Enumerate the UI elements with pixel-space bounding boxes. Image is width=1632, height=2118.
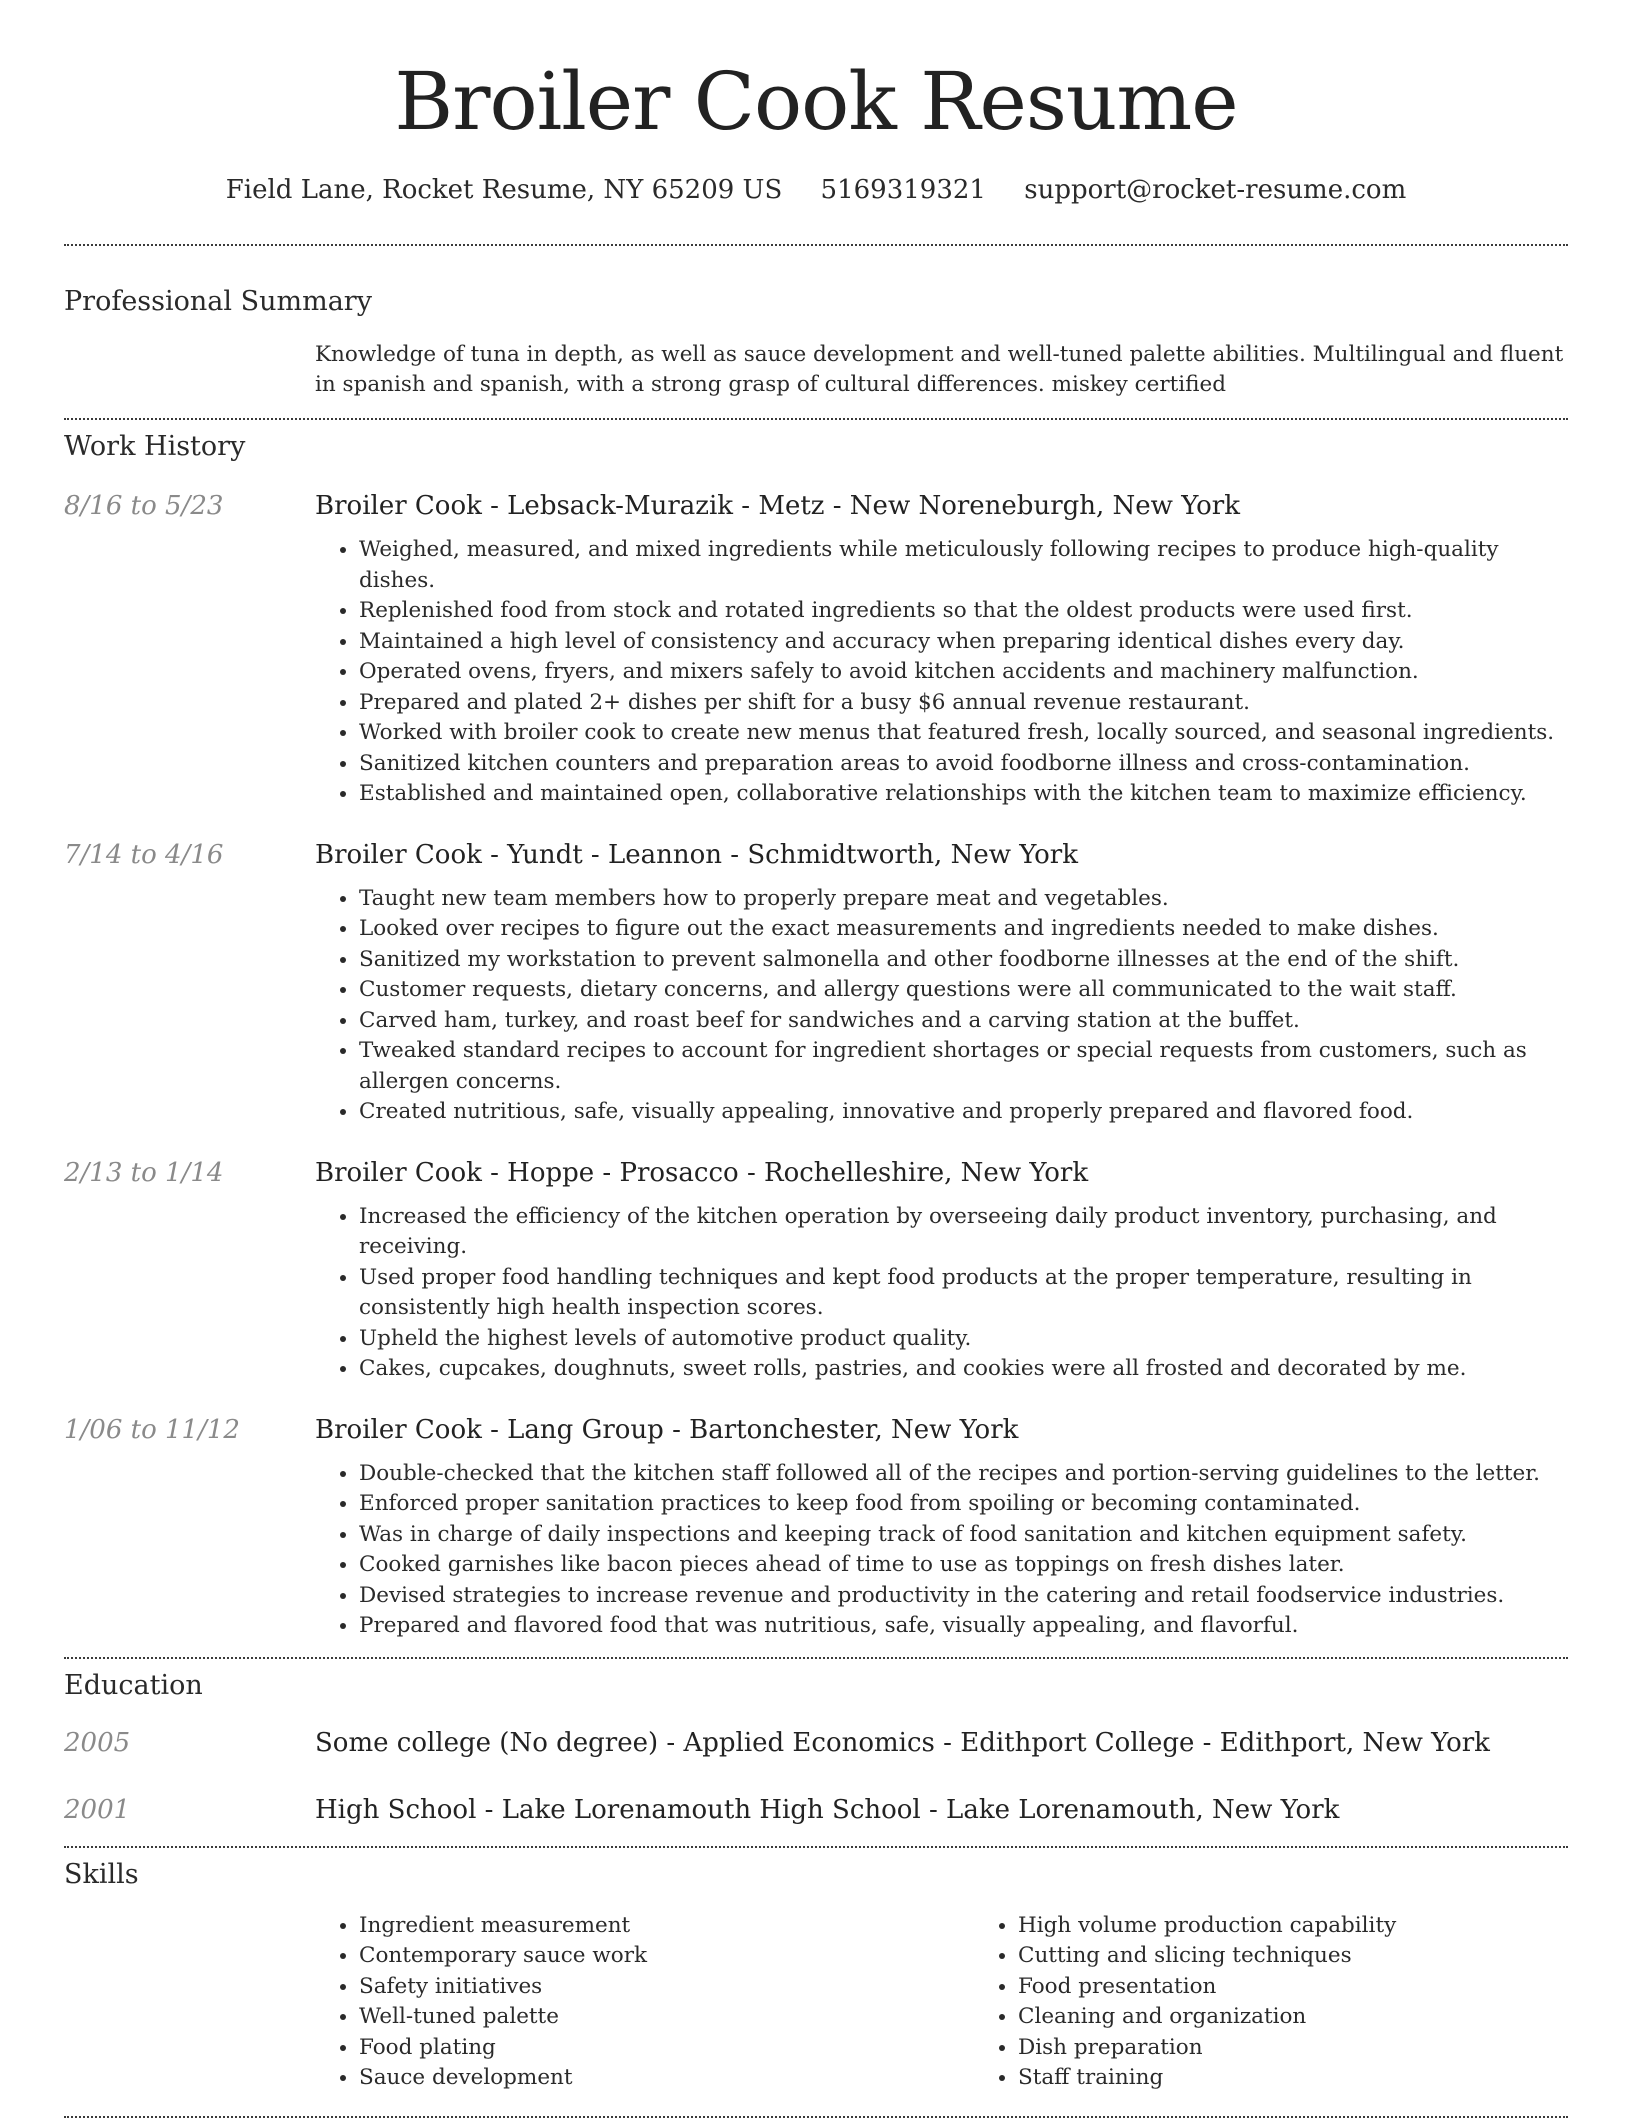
summary-text: Knowledge of tuna in depth, as well as sauce development and well-tuned palette abilities. Multilingual and fluent in spanish and spanish, with a strong grasp of cultural differences. miskey certified	[315, 342, 1564, 397]
skill-item: • Well-tuned palette	[359, 2002, 974, 2033]
skills-columns	[315, 1911, 1632, 2094]
list-item: • Maintained a high level of consistency and accuracy when preparing identical dishes every day.	[359, 627, 1568, 658]
work-history-section	[64, 420, 1568, 1642]
education-text: High School - Lake Lorenamouth High School - Lake Lorenamouth, New York	[315, 1794, 1340, 1825]
list-item: • Looked over recipes to figure out the exact measurements and ingredients needed to make dishes.	[359, 914, 1568, 945]
section-title-work: Work History	[64, 431, 246, 462]
job-bullets	[315, 884, 1568, 1128]
section-title-skills: Skills	[64, 1858, 139, 1890]
education-year: 2005	[64, 1727, 131, 1758]
list-item: • Worked with broiler cook to create new menus that featured fresh, locally sourced, and seasonal ingredients.	[359, 718, 1568, 749]
job-title: Broiler Cook - Yundt - Leannon - Schmidtworth, New York	[315, 839, 1078, 870]
skills-list-right	[974, 1911, 1632, 2094]
skill-item: • Cleaning and organization	[1018, 2002, 1632, 2033]
skill-item: • Sauce development	[359, 2063, 974, 2094]
education-year: 2001	[64, 1794, 131, 1825]
list-item: • Enforced proper sanitation practices to keep food from spoiling or becoming contaminated.	[359, 1489, 1568, 1520]
job-bullets	[315, 1202, 1568, 1385]
skill-item: • Contemporary sauce work	[359, 1941, 974, 1972]
list-item: • Was in charge of daily inspections and keeping track of food sanitation and kitchen equipment safety.	[359, 1520, 1568, 1551]
list-item: • Customer requests, dietary concerns, and allergy questions were all communicated to the wait staff.	[359, 975, 1568, 1006]
job-entry	[64, 1156, 1568, 1385]
list-item: • Replenished food from stock and rotated ingredients so that the oldest products were used first.	[359, 596, 1568, 627]
list-item: • Carved ham, turkey, and roast beef for sandwiches and a carving station at the buffet.	[359, 1006, 1568, 1037]
list-item: • Operated ovens, fryers, and mixers safely to avoid kitchen accidents and machinery malfunction.	[359, 657, 1568, 688]
skill-item: • Dish preparation	[1018, 2033, 1632, 2064]
contact-phone: 5169319321	[820, 175, 986, 205]
skill-item: • Ingredient measurement	[359, 1911, 974, 1942]
skill-item: • Staff training	[1018, 2063, 1632, 2094]
education-entry	[64, 1726, 1568, 1760]
list-item: • Taught new team members how to properly prepare meat and vegetables.	[359, 884, 1568, 915]
list-item: • Created nutritious, safe, visually appealing, innovative and properly prepared and flavored food.	[359, 1097, 1568, 1128]
list-item: • Prepared and plated 2+ dishes per shift for a busy $6 annual revenue restaurant.	[359, 688, 1568, 719]
skills-list-left	[315, 1911, 974, 2094]
list-item: • Cakes, cupcakes, doughnuts, sweet rolls, pastries, and cookies were all frosted and decorated by me.	[359, 1354, 1568, 1385]
list-item: • Upheld the highest levels of automotive product quality.	[359, 1324, 1568, 1355]
list-item: • Used proper food handling techniques and kept food products at the proper temperature, resulting in consistently high health inspection scores.	[359, 1263, 1568, 1324]
list-item: • Tweaked standard recipes to account for ingredient shortages or special requests from customers, such as allergen concerns.	[359, 1036, 1568, 1097]
resume-title: Broiler Cook Resume	[394, 55, 1238, 148]
list-item: • Double-checked that the kitchen staff followed all of the recipes and portion-serving guidelines to the letter.	[359, 1459, 1568, 1490]
contact-address: Field Lane, Rocket Resume, NY 65209 US	[225, 175, 783, 205]
job-bullets	[315, 535, 1568, 810]
skill-item: • Food plating	[359, 2033, 974, 2064]
education-text: Some college (No degree) - Applied Economics - Edithport College - Edithport, New York	[315, 1727, 1490, 1758]
divider	[64, 2116, 1568, 2118]
job-dates: 2/13 to 1/14	[64, 1157, 224, 1188]
job-dates: 1/06 to 11/12	[64, 1414, 240, 1445]
job-title: Broiler Cook - Lang Group - Bartonchester, New York	[315, 1414, 1019, 1445]
list-item: • Cooked garnishes like bacon pieces ahead of time to use as toppings on fresh dishes later.	[359, 1550, 1568, 1581]
skill-item: • Safety initiatives	[359, 1972, 974, 2003]
job-title: Broiler Cook - Hoppe - Prosacco - Rochelleshire, New York	[315, 1157, 1089, 1188]
job-bullets	[315, 1459, 1568, 1642]
list-item: • Prepared and flavored food that was nutritious, safe, visually appealing, and flavorful.	[359, 1611, 1568, 1642]
job-dates: 7/14 to 4/16	[64, 839, 224, 870]
skill-item: • Food presentation	[1018, 1972, 1632, 2003]
summary-section	[64, 246, 1568, 400]
job-entry	[64, 838, 1568, 1128]
skill-item: • High volume production capability	[1018, 1911, 1632, 1942]
list-item: • Devised strategies to increase revenue and productivity in the catering and retail foodservice industries.	[359, 1581, 1568, 1612]
list-item: • Increased the efficiency of the kitchen operation by overseeing daily product inventory, purchasing, and receiving.	[359, 1202, 1568, 1263]
job-title: Broiler Cook - Lebsack-Murazik - Metz - New Noreneburgh, New York	[315, 491, 1240, 521]
section-title-education: Education	[64, 1669, 203, 1701]
list-item: • Weighed, measured, and mixed ingredients while meticulously following recipes to produce high-quality dishes.	[359, 535, 1568, 596]
education-section	[64, 1659, 1568, 1827]
list-item: • Sanitized kitchen counters and preparation areas to avoid foodborne illness and cross-contamination.	[359, 749, 1568, 780]
skills-section	[64, 1848, 1568, 2094]
job-entry	[64, 1413, 1568, 1642]
education-entry	[64, 1793, 1568, 1827]
skill-item: • Cutting and slicing techniques	[1018, 1941, 1632, 1972]
list-item: • Established and maintained open, collaborative relationships with the kitchen team to maximize efficiency.	[359, 779, 1568, 810]
contact-email: support@rocket-resume.com	[1024, 175, 1407, 205]
job-entry	[64, 489, 1568, 810]
list-item: • Sanitized my workstation to prevent salmonella and other foodborne illnesses at the end of the shift.	[359, 945, 1568, 976]
section-title-summary: Professional Summary	[64, 286, 372, 317]
contact-line	[64, 172, 1568, 208]
job-dates: 8/16 to 5/23	[64, 491, 224, 521]
